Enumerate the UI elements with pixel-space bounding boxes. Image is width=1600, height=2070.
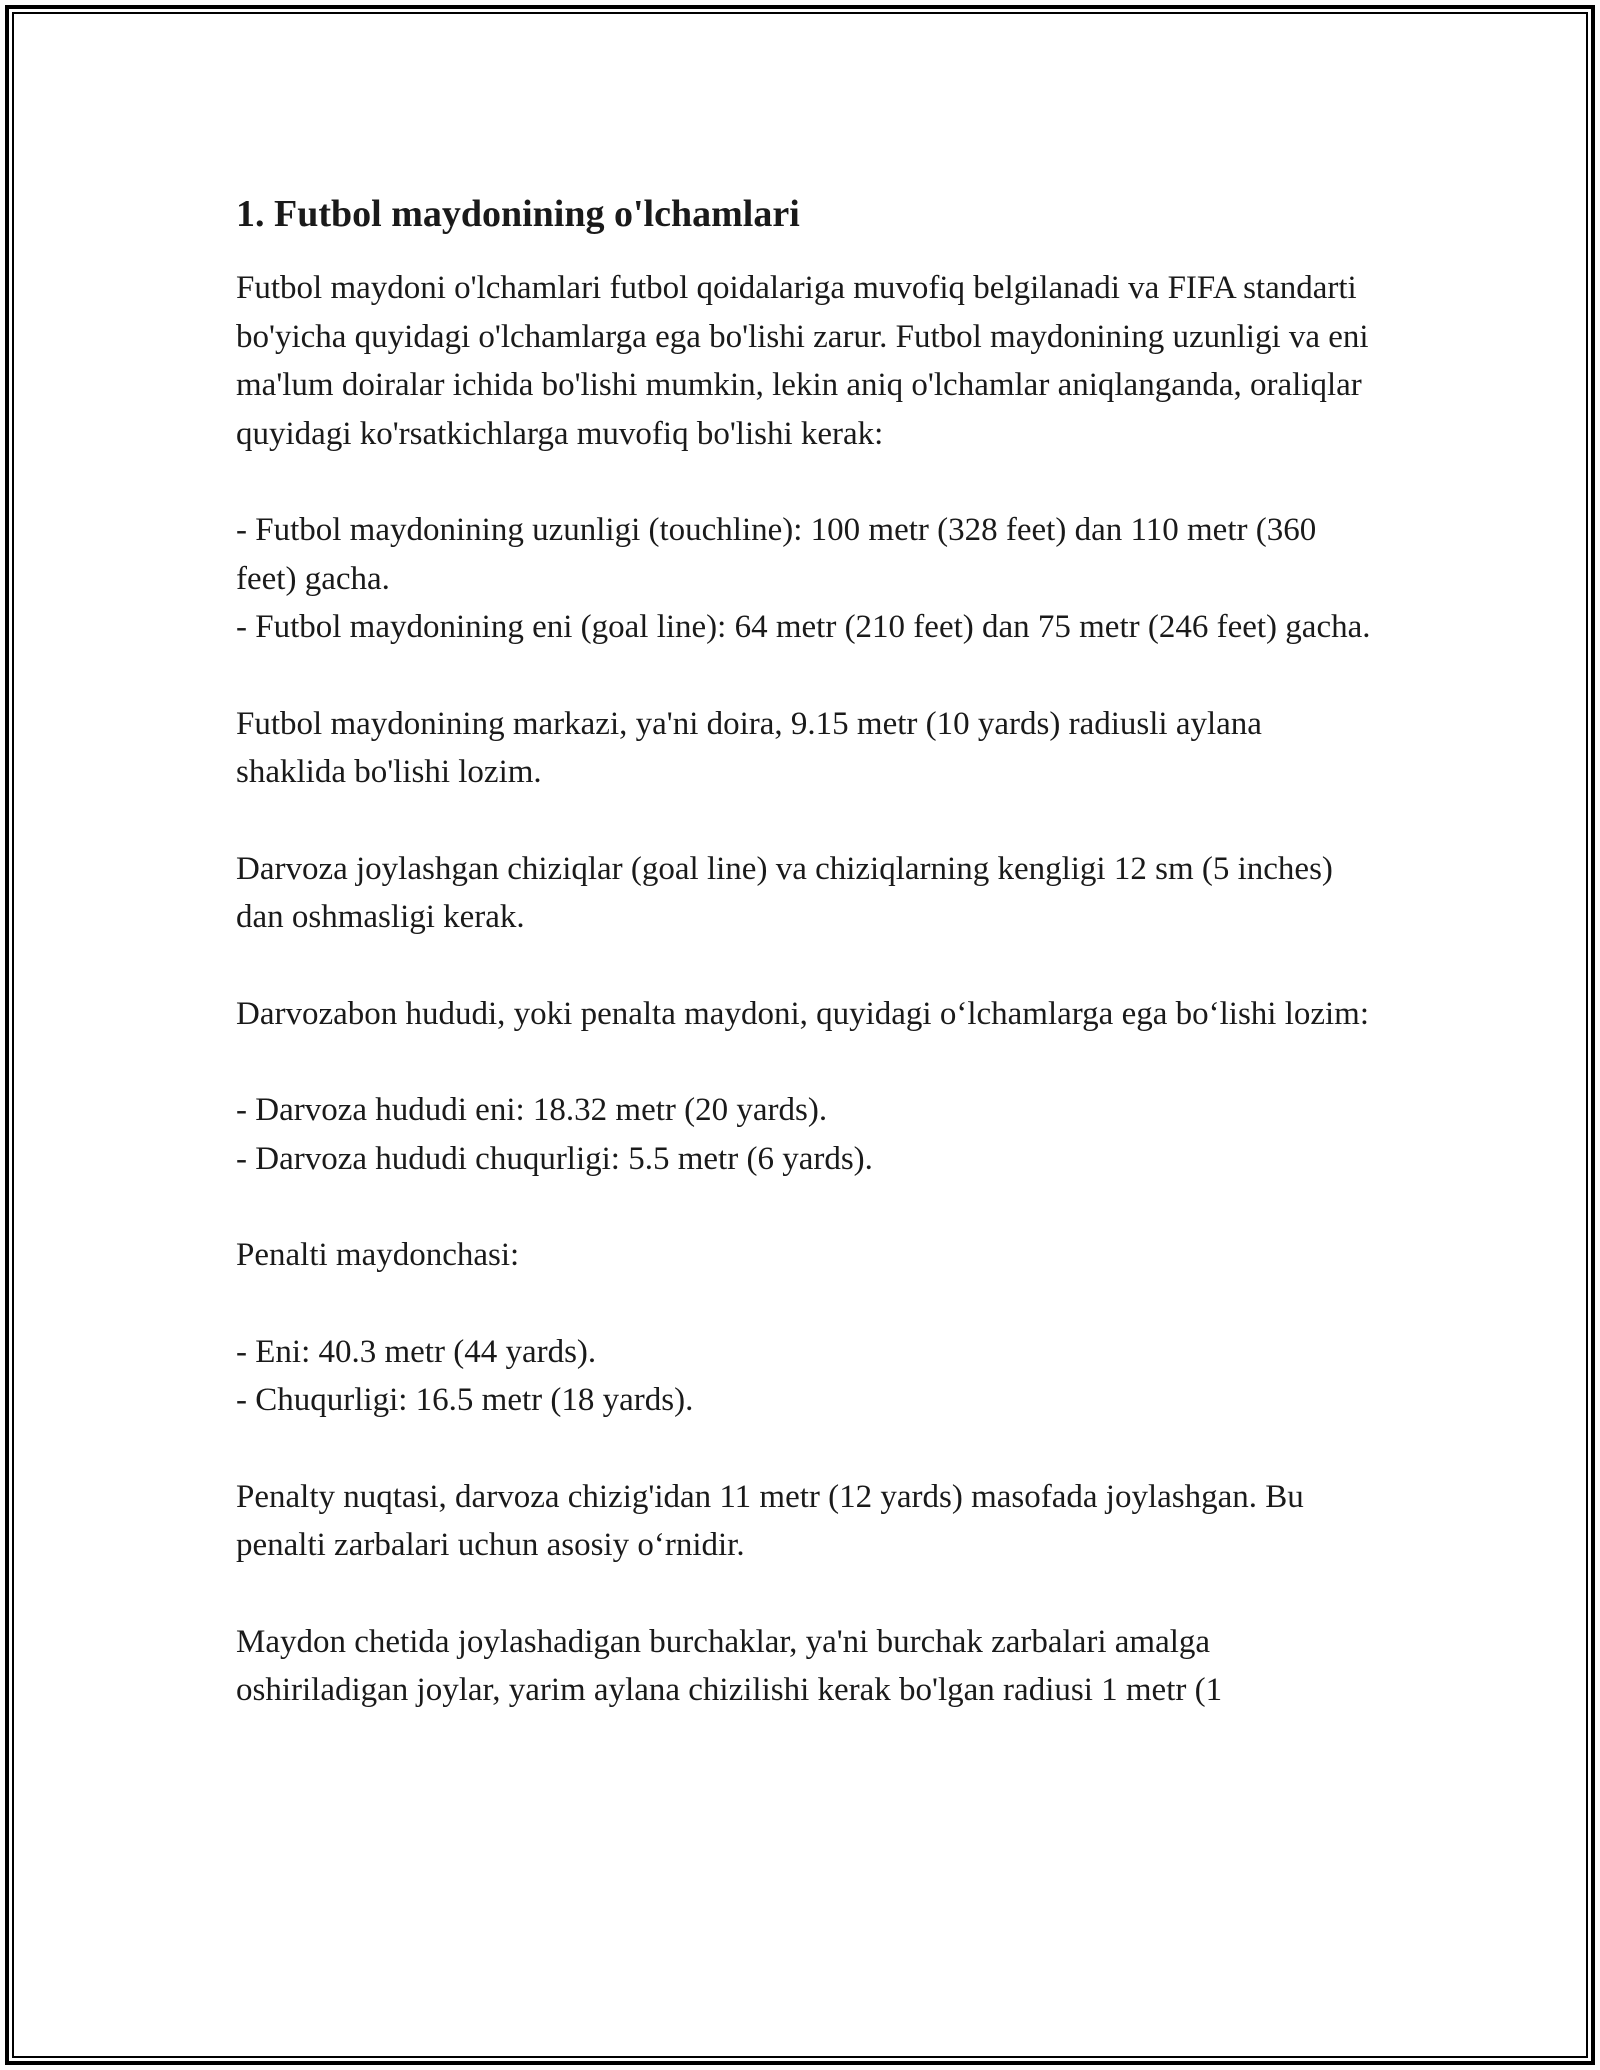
list-item: - Futbol maydonining eni (goal line): 64 metr (210 feet) dan 75 metr (246 feet) gacha.: [236, 609, 1371, 645]
corners-paragraph: Maydon chetida joylashadigan burchaklar, ya'ni burchak zarbalari amalga oshiriladigan joylar, yarim aylana chizilishi kerak bo'lgan radiusi 1 metr (1: [236, 1623, 1223, 1708]
penalty-spot-paragraph: Penalty nuqtasi, darvoza chizig'idan 11 metr (12 yards) masofada joylashgan. Bu penalti zarbalari uchun asosiy o‘rnidir.: [236, 1478, 1304, 1563]
section-heading: 1. Futbol maydonining o'lchamlari: [236, 193, 800, 235]
penalty-area-list: [236, 1328, 1376, 1425]
intro-paragraph: Futbol maydoni o'lchamlari futbol qoidalariga muvofiq belgilanadi va FIFA standarti bo'yicha quyidagi o'lchamlarga ega bo'lishi zarur. Futbol maydonining uzunligi va eni ma'lum doiralar ichida bo'lishi mumkin, lekin aniq o'lchamlar aniqlanganda, oraliqlar quyidagi ko'rsatkichlarga muvofiq bo'lishi kerak:: [236, 270, 1369, 452]
goal-area-intro-paragraph: Darvozabon hududi, yoki penalta maydoni, quyidagi o‘lchamlarga ega bo‘lishi lozim:: [236, 995, 1370, 1032]
list-item: - Chuqurligi: 16.5 metr (18 yards).: [236, 1382, 694, 1418]
goal-lines-paragraph: Darvoza joylashgan chiziqlar (goal line) va chiziqlarning kengligi 12 sm (5 inches) dan oshmasligi kerak.: [236, 850, 1333, 935]
list-item: - Darvoza hududi eni: 18.32 metr (20 yards).: [236, 1092, 828, 1128]
penalty-area-intro-paragraph: Penalti maydonchasi:: [236, 1237, 520, 1273]
list-item: - Futbol maydonining uzunligi (touchline): 100 metr (328 feet) dan 110 metr (360 feet) gacha.: [236, 512, 1317, 597]
goal-area-list: [236, 1086, 1376, 1183]
field-dimensions-list: [236, 506, 1376, 652]
center-circle-paragraph: Futbol maydonining markazi, ya'ni doira, 9.15 metr (10 yards) radiusli aylana shaklida bo'lishi lozim.: [236, 705, 1262, 790]
list-item: - Eni: 40.3 metr (44 yards).: [236, 1333, 597, 1370]
list-item: - Darvoza hududi chuqurligi: 5.5 metr (6 yards).: [236, 1140, 873, 1177]
document-body: [236, 188, 1376, 1763]
